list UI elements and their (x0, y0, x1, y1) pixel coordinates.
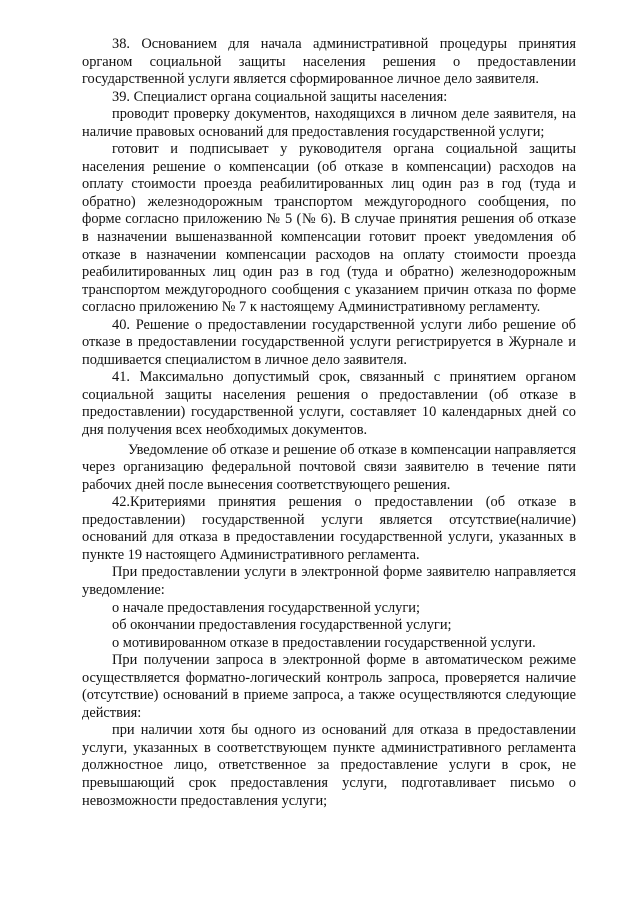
notification-item-start: о начале предоставления государственной услуги; (112, 599, 420, 616)
paragraph-electronic-form: При предоставлении услуги в электронной форме заявителю направляется уведомление: (82, 564, 576, 598)
notification-item-refusal: о мотивированном отказе в предоставлении государственной услуги. (112, 634, 536, 651)
paragraph-refusal-grounds: при наличии хотя бы одного из оснований для отказа в предоставлении услуги, указанных в соответствующем пункте административного регламента должностное лицо, ответственное за предоставление услуги в срок, не превышающий срок предоставления услуги, подготавливает письмо о невозможности предоставления услуги; (82, 722, 576, 809)
paragraph-38: 38. Основанием для начала административной процедуры принятия органом социальной защиты населения решения о предоставлении государственной услуги является сформированное личное дело заявителя. (82, 36, 576, 88)
paragraph-42: 42.Критериями принятия решения о предоставлении (об отказе в предоставлении) государственной услуги является отсутствие(наличие) оснований для отказа в предоставлении государственной услуги, указанных в пункте 19 настоящего Административного регламента. (82, 494, 576, 563)
paragraph-electronic-request: При получении запроса в электронной форме в автоматическом режиме осуществляется форматно-логический контроль запроса, проверяется наличие (отсутствие) оснований в приеме запроса, а также осуществляются следующие действия: (82, 652, 576, 721)
paragraph-notification: Уведомление об отказе и решение об отказе в компенсации направляется через организацию федеральной почтовой связи заявителю в течение пяти рабочих дней после вынесения соответствующего решения. (82, 441, 576, 493)
document-body (82, 36, 576, 810)
paragraph-39-item-1: проводит проверку документов, находящихся в личном деле заявителя, на наличие правовых оснований для предоставления государственной услуги; (82, 106, 576, 140)
paragraph-39: 39. Специалист органа социальной защиты населения: (112, 88, 448, 105)
paragraph-40: 40. Решение о предоставлении государственной услуги либо решение об отказе в предоставлении государственной услуги регистрируется в Журнале и подшивается специалистом в личное дело заявителя. (82, 316, 576, 368)
paragraph-39-item-2: готовит и подписывает у руководителя органа социальной защиты населения решение о компенсации (об отказе в компенсации) расходов на оплату стоимости проезда реабилитированных лиц один раз в год (туда и обратно) железнодорожным транспортом междугородного сообщения, по форме согласно приложению № 5 (№ 6). В случае принятия решения об отказе в назначении вышеназванной компенсации готовит проект уведомления об отказе в назначении компенсации расходов на оплату стоимости проезда реабилитированных лиц один раз в год (туда и обратно) железнодорожным транспортом междугородного сообщения с указанием причин отказа по форме согласно приложению № 7 к настоящему Административному регламенту. (82, 141, 576, 316)
paragraph-41: 41. Максимально допустимый срок, связанный с принятием органом социальной защиты населения решения о предоставлении (об отказе в предоставлении) государственной услуги, составляет 10 календарных дней со дня получения всех необходимых документов. (82, 369, 576, 439)
notification-item-end: об окончании предоставления государственной услуги; (112, 617, 452, 634)
